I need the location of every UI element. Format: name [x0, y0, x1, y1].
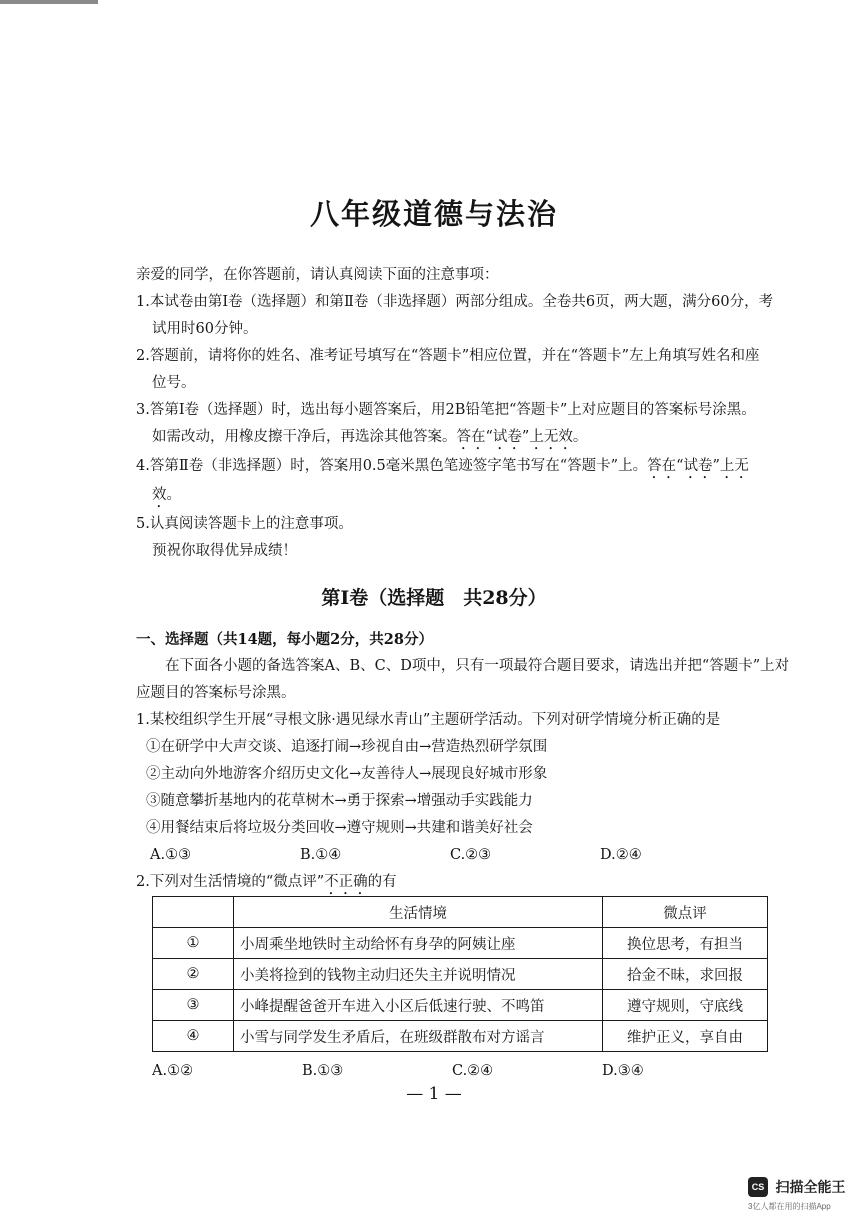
section-title: 第Ⅰ卷（选择题 共28分）: [321, 587, 547, 609]
q2-stem-emphasis: 不正确: [324, 874, 368, 890]
notice-item-3-emphasis: 答在“试卷”上无效: [456, 429, 573, 445]
table-cell: ③: [153, 990, 234, 1021]
q1-option: ③随意攀折基地内的花草树木→勇于探索→增强动手实践能力: [146, 793, 533, 809]
table-header-cell: [153, 897, 234, 928]
q2-table-wrap: [152, 896, 768, 1052]
part-heading: 一、选择题（共14题，每小题2分，共28分）: [136, 631, 433, 648]
notice-section: [136, 262, 796, 565]
q2-choice-c: C.②④: [452, 1063, 494, 1079]
watermark-tagline: 3亿人都在用的扫描App: [748, 1202, 831, 1211]
table-cell: 小雪与同学发生矛盾后，在班级群散布对方谣言: [234, 1021, 603, 1052]
notice-item-3: 3.答第Ⅰ卷（选择题）时，选出每小题答案后，用2B铅笔把“答题卡”上对应题目的答案标号涂黑。: [136, 402, 756, 418]
watermark-name: 扫描全能王: [775, 1179, 846, 1195]
q2-stem-text: 2.下列对生活情境的“微点评”: [136, 874, 325, 890]
table-cell: ④: [153, 1021, 234, 1052]
q1-choice-d: D.②④: [600, 847, 642, 863]
table-header-cell: 生活情境: [234, 897, 603, 928]
table-cell: 换位思考，有担当: [603, 928, 768, 959]
table-header-row: [153, 897, 768, 928]
notice-item-2: 2.答题前，请将你的姓名、准考证号填写在“答题卡”相应位置，并在“答题卡”左上角填写姓名和座: [136, 348, 760, 364]
q2-stem-end: 的有: [367, 874, 397, 890]
table-row: [153, 959, 768, 990]
table-header-cell: 微点评: [603, 897, 768, 928]
q1-choice-c: C.②③: [450, 847, 492, 863]
q1-choice-a: A.①③: [150, 847, 192, 863]
camscanner-logo-icon: CS: [748, 1177, 768, 1197]
table-cell: 遵守规则，守底线: [603, 990, 768, 1021]
q1-stem: 1.某校组织学生开展“寻根文脉·遇见绿水青山”主题研学活动。下列对研学情境分析正确的是: [136, 712, 721, 728]
q2-choice-d: D.③④: [602, 1063, 644, 1079]
notice-item-1-cont: 试用时60分钟。: [152, 321, 258, 337]
notice-item-4-cont: [136, 482, 796, 511]
notice-item-4-text: 4.答第Ⅱ卷（非选择题）时，答案用0.5毫米黑色笔迹签字笔书写在“答题卡”上。: [136, 458, 648, 474]
notice-item-4: [136, 453, 796, 482]
q1-choices: [136, 842, 796, 869]
table-cell: 小峰提醒爸爸开车进入小区后低速行驶、不鸣笛: [234, 990, 603, 1021]
part-instruction: 在下面各小题的备选答案A、B、C、D项中，只有一项最符合题目要求，请选出并把“答题卡”上对应题目的答案标号涂黑。: [136, 658, 790, 701]
q2-choice-a: A.①②: [152, 1063, 194, 1079]
notice-item-4-cont-emphasis: 效: [152, 487, 167, 503]
table-cell: ①: [153, 928, 234, 959]
q1-option: ②主动向外地游客介绍历史文化→友善待人→展现良好城市形象: [146, 766, 548, 782]
notice-item-3-cont: [136, 424, 796, 453]
table-cell: 小周乘坐地铁时主动给怀有身孕的阿姨让座: [234, 928, 603, 959]
q2-choices: [152, 1063, 792, 1079]
notice-item-3-end: 。: [572, 429, 588, 445]
table-row: [153, 928, 768, 959]
table-row: [153, 990, 768, 1021]
table-cell: 小美将捡到的钱物主动归还失主并说明情况: [234, 959, 603, 990]
table-cell: 维护正义，享自由: [603, 1021, 768, 1052]
table-row: [153, 1021, 768, 1052]
table-cell: 拾金不昧，求回报: [603, 959, 768, 990]
notice-item-4-emphasis: 答在“试卷”上无: [647, 458, 749, 474]
page-title: 八年级道德与法治: [309, 197, 558, 231]
notice-intro: 亲爱的同学，在你答题前，请认真阅读下面的注意事项：: [136, 267, 499, 283]
table-cell: ②: [153, 959, 234, 990]
q1-choice-b: B.①④: [300, 847, 342, 863]
scanner-watermark: [748, 1177, 846, 1211]
q1-option: ①在研学中大声交谈、追逐打闹→珍视自由→营造热烈研学氛围: [146, 739, 548, 755]
scan-edge-mark: [0, 0, 98, 4]
page-number: — 1 —: [406, 1084, 462, 1104]
notice-item-1: 1.本试卷由第Ⅰ卷（选择题）和第Ⅱ卷（非选择题）两部分组成。全卷共6页，两大题，满分60分，考: [136, 294, 774, 310]
q1-option: ④用餐结束后将垃圾分类回收→遵守规则→共建和谐美好社会: [146, 820, 533, 836]
q2-choice-b: B.①③: [302, 1063, 344, 1079]
notice-item-3-cont-text: 如需改动，用橡皮擦干净后，再选涂其他答案。: [152, 429, 457, 445]
questions-area: [136, 626, 796, 898]
q2-stem: [136, 869, 796, 898]
notice-item-5: 5.认真阅读答题卡上的注意事项。: [136, 516, 353, 532]
notice-item-2-cont: 位号。: [152, 375, 196, 391]
notice-item-4-end: 。: [166, 487, 181, 503]
notice-wish: 预祝你取得优异成绩！: [152, 543, 297, 559]
q2-table: [152, 896, 768, 1052]
